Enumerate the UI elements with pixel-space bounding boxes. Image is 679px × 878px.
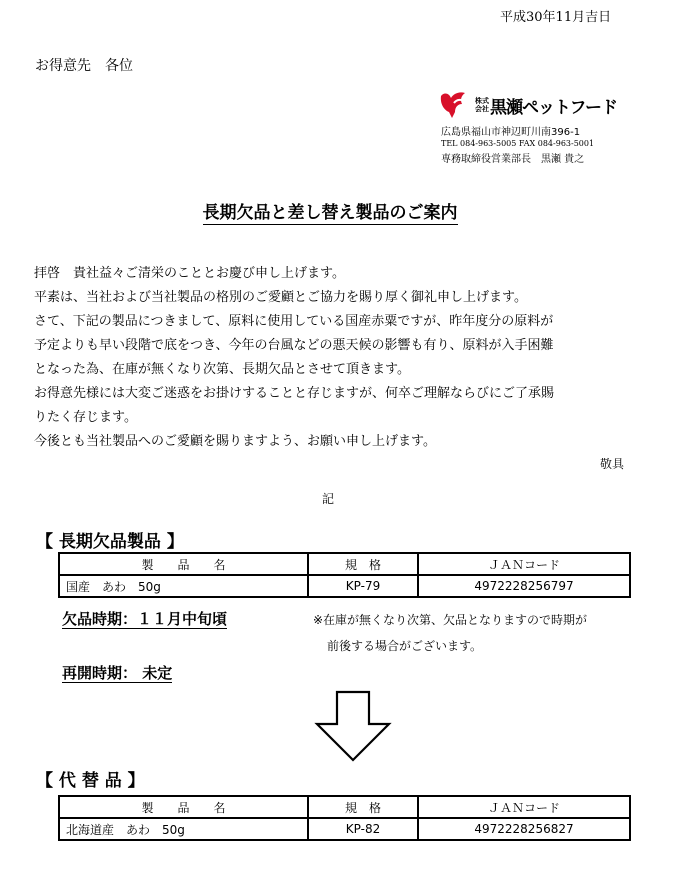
ki-marker: 記 (322, 492, 335, 506)
body-line: 予定よりも早い段階で底をつき、今年の台風などの悪天候の影響も有り、原料が入手困難 (34, 338, 554, 353)
replacement-heading: 【 代 替 品 】 (36, 771, 145, 791)
note-line: 前後する場合がございます。 (327, 639, 483, 653)
body-line: 拝啓 貴社益々ご清栄のこととお慶び申し上げます。 (34, 266, 345, 281)
body-line: りたく存じます。 (34, 410, 137, 425)
down-arrow-icon (313, 690, 393, 764)
discontinued-heading: 【 長期欠品製品 】 (36, 532, 184, 552)
discontinued-table (58, 552, 631, 598)
column-header-product: 製 品 名 (59, 796, 308, 818)
cell-jan: 4972228256797 (418, 575, 630, 597)
column-header-jan: ＪＡＮコード (418, 553, 630, 575)
cell-product: 北海道産 あわ 50g (59, 818, 308, 840)
bird-logo-icon (438, 90, 472, 120)
page-title (0, 198, 660, 223)
body-line: さて、下記の製品につきまして、原料に使用している国産赤粟ですが、昨年度分の原料が (34, 314, 554, 329)
period-text: 欠品時期：１１月中旬頃 (62, 610, 228, 628)
logo-corporate-prefix: 株式会社 (475, 97, 489, 113)
body-line: 平素は、当社および当社製品の格別のご愛顧とご協力を賜り厚く御礼申し上げます。 (34, 290, 527, 305)
discontinued-period (62, 608, 227, 629)
body-line: お得意先様には大変ご迷惑をお掛けすることと存じますが、何卒ご理解ならびにご了承賜 (34, 386, 555, 401)
body-line: 今後とも当社製品へのご愛顧を賜りますよう、お願い申し上げます。 (34, 434, 436, 449)
table-row (59, 818, 630, 840)
logo-company-name: 黒瀬ペットフード (490, 98, 617, 118)
column-header-product: 製 品 名 (59, 553, 308, 575)
company-address: 広島県福山市神辺町川南396-1 (441, 127, 581, 138)
cell-jan: 4972228256827 (418, 818, 630, 840)
cell-spec: KP-79 (308, 575, 418, 597)
closing-keigu: 敬具 (600, 457, 625, 471)
company-logo (438, 90, 628, 120)
table-header-row (59, 796, 630, 818)
column-header-jan: ＪＡＮコード (418, 796, 630, 818)
note-line: ※在庫が無くなり次第、欠品となりますので時期が (313, 613, 588, 627)
table-row (59, 575, 630, 597)
title-text: 長期欠品と差し替え製品のご案内 (202, 203, 458, 223)
document-date: 平成30年11月吉日 (500, 10, 612, 25)
table-header-row (59, 553, 630, 575)
addressee: お得意先 各位 (35, 58, 133, 74)
body-line: となった為、在庫が無くなり次第、長期欠品とさせて頂きます。 (34, 362, 410, 377)
cell-spec: KP-82 (308, 818, 418, 840)
resume-text: 再開時期： 未定 (62, 664, 173, 682)
cell-product: 国産 あわ 50g (59, 575, 308, 597)
column-header-spec: 規 格 (308, 796, 418, 818)
company-tel-fax: TEL 084-963-5005 FAX 084-963-5001 (441, 139, 595, 148)
column-header-spec: 規 格 (308, 553, 418, 575)
resume-period (62, 662, 172, 683)
replacement-table (58, 795, 631, 841)
company-signatory: 専務取締役営業部長 黒瀬 貴之 (441, 154, 585, 165)
